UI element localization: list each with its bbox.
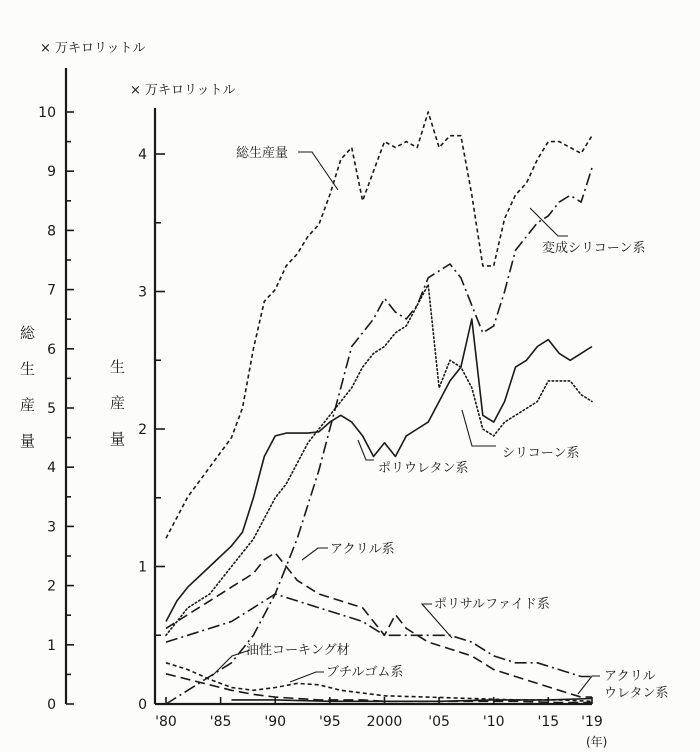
left-axis-unit: × 万キロリットル xyxy=(40,41,146,56)
x-axis-unit: (年) xyxy=(586,735,608,749)
right-axis-title xyxy=(110,358,125,448)
series-line-1 xyxy=(166,168,592,704)
left-axis-tick-label: 0 xyxy=(47,697,56,713)
x-axis-tick-label: '05 xyxy=(428,714,450,730)
right-axis-unit: × 万キロリットル xyxy=(130,83,236,98)
label-butyl: ブチルゴム系 xyxy=(326,665,404,680)
left-axis-tick-label: 6 xyxy=(47,341,56,358)
right-axis-tick-label: 1 xyxy=(138,559,147,576)
left-axis-title-char: 量 xyxy=(20,432,36,450)
series-labels xyxy=(236,145,668,701)
label-polyurethane: ポリウレタン系 xyxy=(378,461,469,476)
left-axis-tick-label: 10 xyxy=(38,105,56,121)
label-total: 総生産量 xyxy=(236,146,289,161)
x-axis-tick-label: '90 xyxy=(264,714,287,730)
right-axis-title-char: 量 xyxy=(110,430,126,448)
right-axis-tick-label: 0 xyxy=(138,697,147,713)
x-axis-tick-label: 2000 xyxy=(366,714,403,730)
right-axis-ticks xyxy=(138,147,165,713)
leader-total xyxy=(298,152,338,190)
series-layer xyxy=(166,112,592,704)
x-axis-tick-label: '19 xyxy=(581,714,603,730)
x-axis-tick-label: '15 xyxy=(537,714,560,730)
left-axis-tick-label: 4 xyxy=(47,460,56,477)
left-axis-tick-label: 2 xyxy=(47,578,56,595)
left-axis-tick-label: 1 xyxy=(47,637,56,654)
x-axis-tick-label: '95 xyxy=(319,714,341,730)
left-axis-tick-label: 5 xyxy=(47,401,56,417)
left-axis-tick-label: 9 xyxy=(47,164,56,181)
left-axis-title-char: 産 xyxy=(20,396,36,414)
left-axis-tick-label: 8 xyxy=(47,223,56,240)
series-line-8 xyxy=(232,699,593,702)
label-polysulfide: ポリサルファイド系 xyxy=(434,597,550,612)
right-axis-tick-label: 2 xyxy=(138,422,147,438)
right-axis-title-char: 生 xyxy=(110,358,126,376)
leader-acrylic xyxy=(302,548,328,560)
right-axis-tick-label: 4 xyxy=(138,147,147,163)
label-oil-caulk: 油性コーキング材 xyxy=(246,643,350,658)
left-axis-ticks xyxy=(38,105,74,713)
label-acryl-urethane-1: アクリル xyxy=(604,669,656,684)
right-axis-title-char: 産 xyxy=(110,394,126,412)
x-axis-tick-label: '85 xyxy=(209,714,232,730)
left-axis-tick-label: 3 xyxy=(47,519,56,536)
label-modified-silicone: 変成シリコーン系 xyxy=(542,241,646,256)
right-axis-tick-label: 3 xyxy=(138,284,147,301)
label-acrylic: アクリル系 xyxy=(330,542,395,557)
x-axis-tick-label: '10 xyxy=(482,714,505,730)
left-axis-title xyxy=(20,324,36,450)
label-acryl-urethane-2: ウレタン系 xyxy=(604,686,669,701)
leader-modified-silicone xyxy=(530,208,568,236)
leader-butyl xyxy=(290,672,324,682)
leader-lines xyxy=(212,152,600,694)
left-axis-title-char: 生 xyxy=(20,360,36,378)
left-axis-title-char: 総 xyxy=(20,324,36,342)
x-axis-tick-label: '80 xyxy=(155,714,177,730)
left-axis-tick-label: 7 xyxy=(47,282,56,299)
label-silicone: シリコーン系 xyxy=(502,446,580,461)
leader-acryl-urethane xyxy=(578,676,600,694)
